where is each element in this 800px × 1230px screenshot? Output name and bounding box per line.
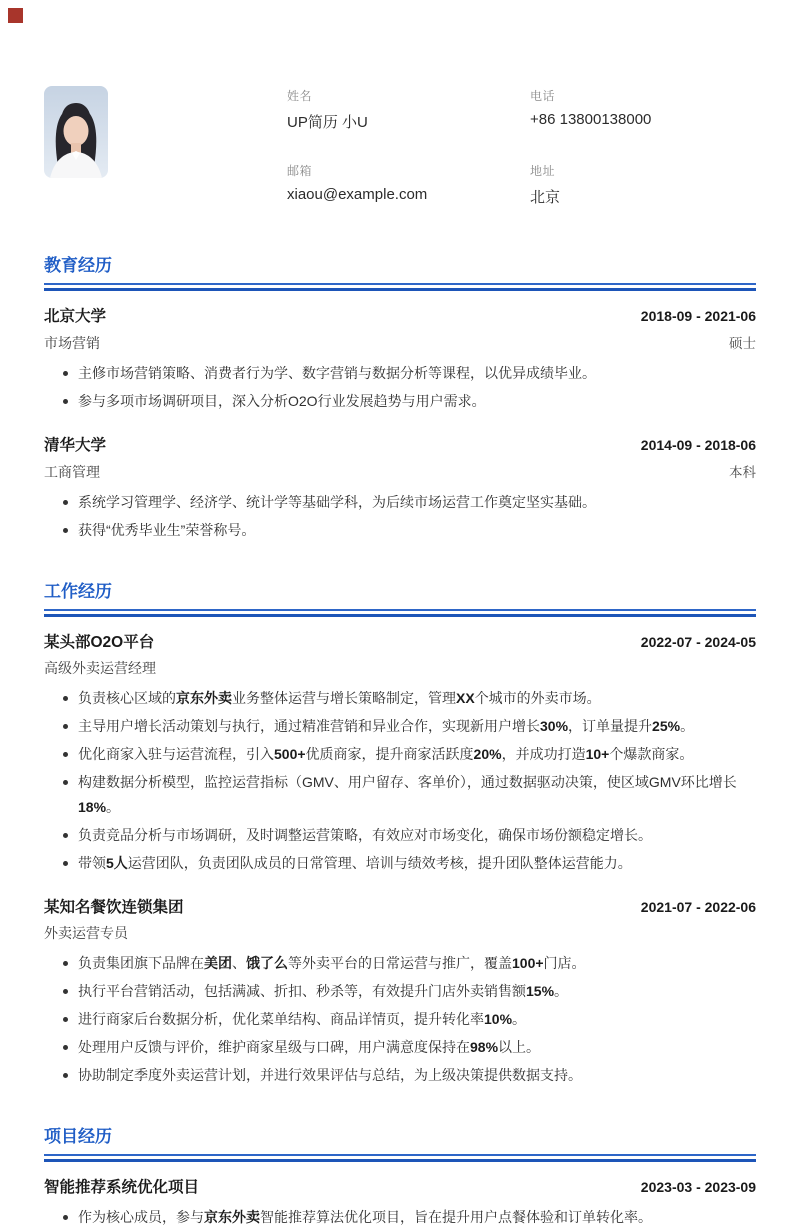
entry (44, 895, 756, 1088)
resume-sections (44, 251, 756, 1230)
entry-header-row (44, 304, 756, 326)
entry-header-row (44, 433, 756, 455)
bullet-item: 优化商家入驻与运营流程，引入500+优质商家，提升商家活跃度20%，并成功打造10+个爆款商家。 (62, 742, 756, 767)
bullet-list (44, 686, 756, 876)
contact-field-name (287, 87, 530, 132)
portrait-photo-image (44, 86, 108, 178)
contact-grid (287, 86, 651, 207)
bullet-list (44, 490, 756, 543)
contact-label: 邮箱 (287, 164, 313, 178)
entry-date: 2022-07 - 2024-05 (640, 634, 756, 650)
entry-role: 市场营销 (44, 335, 100, 351)
contact-field-email (287, 162, 530, 207)
bullet-item: 处理用户反馈与评价，维护商家星级与口碑，用户满意度保持在98%以上。 (62, 1035, 756, 1060)
section-title: 工作经历 (44, 577, 756, 611)
bullet-list (44, 951, 756, 1088)
bullet-item: 协助制定季度外卖运营计划，并进行效果评估与总结，为上级决策提供数据支持。 (62, 1063, 756, 1088)
section-title: 教育经历 (44, 251, 756, 285)
section-rule (44, 1159, 756, 1163)
section-title: 项目经历 (44, 1122, 756, 1156)
entry (44, 1175, 756, 1230)
bullet-item: 获得“优秀毕业生”荣誉称号。 (62, 518, 756, 543)
bullet-item: 负责核心区域的京东外卖业务整体运营与增长策略制定，管理XX个城市的外卖市场。 (62, 686, 756, 711)
section-rule (44, 614, 756, 618)
bullet-item: 执行平台营销活动，包括满减、折扣、秒杀等，有效提升门店外卖销售额15%。 (62, 979, 756, 1004)
entry-name: 智能推荐系统优化项目 (44, 1179, 200, 1196)
entry-date: 2014-09 - 2018-06 (640, 437, 756, 453)
bullet-list (44, 1205, 756, 1230)
contact-value: 北京 (530, 189, 561, 206)
entry-date: 2023-03 - 2023-09 (640, 1179, 756, 1195)
contact-value: +86 13800138000 (530, 111, 652, 128)
contact-label: 地址 (530, 164, 556, 178)
section-work (44, 577, 756, 1088)
bullet-item: 构建数据分析模型，监控运营指标（GMV、用户留存、客单价），通过数据驱动决策，使区域GMV环比增长18%。 (62, 770, 756, 820)
contact-value: UP简历 小U (287, 114, 368, 131)
section-rule (44, 288, 756, 292)
bullet-item: 主修市场营销策略、消费者行为学、数字营销与数据分析等课程，以优异成绩毕业。 (62, 361, 756, 386)
entry-role: 高级外卖运营经理 (44, 660, 156, 676)
contact-label: 电话 (530, 89, 556, 103)
entry-name: 某头部O2O平台 (44, 634, 155, 651)
entry (44, 630, 756, 876)
entry-name: 某知名餐饮连锁集团 (44, 899, 184, 916)
section-education (44, 251, 756, 543)
bullet-item: 负责竞品分析与市场调研，及时调整运营策略，有效应对市场变化，确保市场份额稳定增长。 (62, 823, 756, 848)
contact-label: 姓名 (287, 89, 313, 103)
entry (44, 304, 756, 414)
entry-subtitle-row (44, 332, 756, 353)
entry-role: 外卖运营专员 (44, 925, 128, 941)
entry-header-row (44, 630, 756, 652)
entry-header-row (44, 1175, 756, 1197)
contact-field-address (530, 162, 651, 207)
entry-header-row (44, 895, 756, 917)
profile-photo (44, 86, 108, 178)
contact-value: xiaou@example.com (287, 186, 428, 203)
entry (44, 433, 756, 543)
section-projects (44, 1122, 756, 1230)
entry-subtitle-row (44, 923, 756, 943)
bullet-item: 负责集团旗下品牌在美团、饿了么等外卖平台的日常运营与推广，覆盖100+门店。 (62, 951, 756, 976)
entry-degree: 本科 (729, 465, 756, 480)
entry-name: 北京大学 (44, 308, 107, 325)
bullet-item: 主导用户增长活动策划与执行，通过精准营销和异业合作，实现新用户增长30%，订单量提升25%。 (62, 714, 756, 739)
bullet-item: 进行商家后台数据分析，优化菜单结构、商品详情页，提升转化率10%。 (62, 1007, 756, 1032)
bullet-item: 系统学习管理学、经济学、统计学等基础学科，为后续市场运营工作奠定坚实基础。 (62, 490, 756, 515)
bullet-item: 带领5人运营团队，负责团队成员的日常管理、培训与绩效考核，提升团队整体运营能力。 (62, 851, 756, 876)
contact-field-phone (530, 87, 651, 132)
profile-header (44, 0, 756, 207)
bullet-item: 作为核心成员，参与京东外卖智能推荐算法优化项目，旨在提升用户点餐体验和订单转化率。 (62, 1205, 756, 1230)
bullet-list (44, 361, 756, 414)
entry-date: 2021-07 - 2022-06 (640, 899, 756, 915)
entry-degree: 硕士 (729, 336, 756, 351)
entry-subtitle-row (44, 461, 756, 482)
entry-name: 清华大学 (44, 437, 107, 454)
bullet-item: 参与多项市场调研项目，深入分析O2O行业发展趋势与用户需求。 (62, 389, 756, 414)
entry-role: 工商管理 (44, 464, 100, 480)
corner-marker (8, 8, 23, 23)
entry-subtitle-row (44, 658, 756, 678)
entry-date: 2018-09 - 2021-06 (640, 308, 756, 324)
